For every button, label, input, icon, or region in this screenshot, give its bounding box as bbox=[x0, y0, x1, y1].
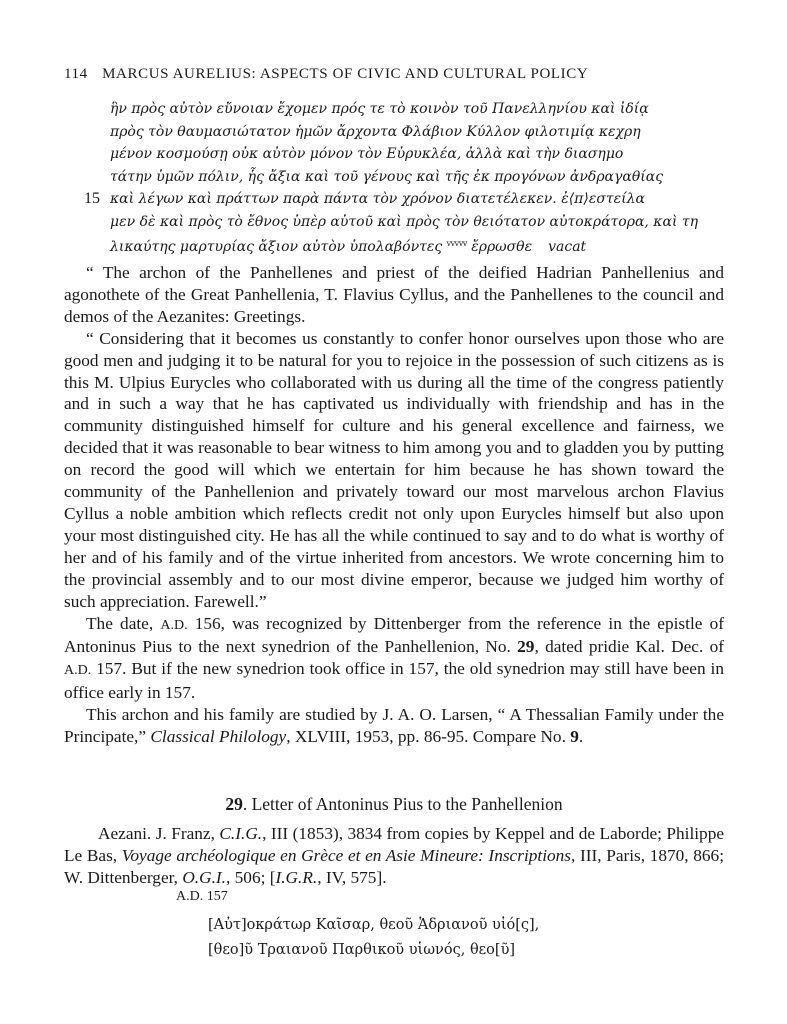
inscription-line: [θεο]ῦ Τραιανοῦ Παρθικοῦ υἱωνός, θεο[ῦ] bbox=[208, 942, 516, 958]
greek-line bbox=[64, 211, 724, 234]
greek-line-text: πρὸς τὸν θαυμασιώτατον ἡμῶν ἄρχοντα Φλάβιον Κύλλον φιλοτιμίᾳ κεχρη bbox=[110, 123, 641, 140]
commentary-paragraph bbox=[64, 613, 724, 705]
greek-line bbox=[64, 143, 724, 166]
greek-line-text: τάτην ὑμῶν πόλιν, ἧς ἄξια καὶ τοῦ γένους καὶ τῆς ἐκ προγόνων ἀνδραγαθίας bbox=[110, 168, 664, 185]
translation-and-commentary bbox=[64, 262, 724, 748]
greek-line-text: καὶ λέγων καὶ πράττων παρὰ πάντα τὸν χρόνον διατετέλεκεν. ἐ⟨π⟩εστείλα bbox=[110, 191, 645, 207]
text-run: This archon and his family are studied by J. A. O. Larsen, “ A Thessalian Family under the Principate,” bbox=[64, 705, 724, 747]
greek-line bbox=[64, 98, 724, 121]
text-run: Aezani. J. Franz, bbox=[98, 824, 220, 843]
page-number: 114 bbox=[64, 66, 88, 82]
section-number: 29 bbox=[225, 794, 243, 814]
line-number: 15 bbox=[84, 190, 100, 207]
translation-paragraph: “ The archon of the Panhellenes and priest of the deified Hadrian Panhellenius and agonothete of the Great Panhellenia, T. Flavius Cyllus, and the Panhellenes to the council and demos of the Aezanites: Greetings. bbox=[64, 263, 724, 326]
citation-title: I.G.R. bbox=[275, 868, 318, 887]
greek-line-text: λικαύτης μαρτυρίας ἄξιον αὐτὸν ὑπολαβόντες bbox=[110, 239, 443, 255]
citation-title: C.I.G. bbox=[219, 824, 263, 843]
greek-line bbox=[64, 233, 724, 256]
bibliography-paragraph bbox=[64, 823, 724, 889]
text-run: . bbox=[578, 727, 584, 747]
text-run: , III, Paris, 1870, 866; W. Dittenberger, bbox=[64, 846, 724, 887]
journal-title: Classical Philology bbox=[150, 727, 287, 747]
inscription-text bbox=[208, 913, 539, 963]
text-run: , dated pridie Kal. Dec. of bbox=[534, 637, 724, 657]
vacat-label: vacat bbox=[548, 239, 587, 255]
text-run: 156, was recognized by Dittenberger from the reference in the epistle of Antoninus Pius to the next synedrion of the Panhellenion, No. bbox=[64, 613, 724, 657]
citation-title: Voyage archéologique en Grèce et en Asie Mineure: Inscriptions bbox=[121, 846, 572, 865]
vacat-marks: vvvvv bbox=[446, 239, 467, 248]
citation-title: O.G.I. bbox=[182, 868, 227, 887]
text-run: , IV, 575]. bbox=[317, 868, 387, 887]
text-run: , 506; [ bbox=[226, 868, 276, 887]
greek-text-block bbox=[64, 98, 724, 256]
text-run: , III (1853), 3834 from copies by Keppel and de Laborde; Philippe Le Bas, bbox=[64, 824, 725, 865]
running-title: MARCUS AURELIUS: ASPECTS OF CIVIC AND CULTURAL POLICY bbox=[102, 66, 589, 82]
cross-reference-number: 9 bbox=[570, 727, 579, 747]
text-run: The date, bbox=[86, 613, 161, 633]
cross-reference-number: 29 bbox=[517, 637, 535, 657]
text-run: 157. But if the new synedrion took office in 157, the old synedrion may still have been in office early in 157. bbox=[64, 659, 724, 703]
bibliography bbox=[64, 823, 724, 889]
greek-line-text: μεν δὲ καὶ πρὸς τὸ ἔθνος ὑπὲρ αὐτοῦ καὶ πρὸς τὸν θειότατον αὐτοκράτορα, καὶ τη bbox=[110, 213, 699, 230]
greek-line-text: μένον κοσμούσῃ οὐκ αὐτὸν μόνον τὸν Εὐρυκλέα, ἀλλὰ καὶ τὴν διασημο bbox=[110, 146, 624, 162]
section-heading bbox=[64, 794, 724, 815]
greek-line bbox=[64, 188, 724, 211]
greek-line-text: ἣν πρὸς αὐτὸν εὔνοιαν ἔχομεν πρός τε τὸ κοινὸν τοῦ Πανελληνίου καὶ ἰδίᾳ bbox=[110, 101, 649, 117]
section-title: . Letter of Antoninus Pius to the Panhellenion bbox=[242, 794, 563, 814]
commentary-paragraph bbox=[64, 704, 724, 748]
translation-paragraph: “ Considering that it becomes us constantly to confer honor ourselves upon those who are good men and judging it to be natural for you to rejoice in the possession of such citizens as is this M. Ulpius Eurycles who collaborated with us during all the time of the congress patiently and in such a way that he has captivated us individually with friendship and has in the community distinguished himself for culture and his general excellence and fairness, we decided that it was reasonable to bear witness to him among you and to gladden you by putting on record the good will which we entertain for him because he has shown toward the community of the Panhellenion and privately toward our most marvelous archon Flavius Cyllus a noble ambition which reflects credit not only upon Eurycles himself but also upon your most distinguished city. He has all the while continued to say and to do what is worthy of her and of his family and of the virtue inherited from ancestors. We wrote concerning him to the provincial assembly and to our most divine emperor, because we judged him worthy of such appreciation. Farewell.” bbox=[64, 328, 724, 611]
greek-line-last bbox=[110, 233, 586, 259]
greek-farewell: ἔρρωσθε bbox=[471, 239, 533, 255]
running-header bbox=[64, 66, 724, 83]
greek-line bbox=[64, 166, 724, 189]
inscription-line: [Αὐτ]οκράτωρ Καῖσαρ, θεοῦ Ἁδριανοῦ υἱό[ς], bbox=[208, 917, 540, 933]
era-abbrev: A.D. bbox=[64, 663, 92, 679]
era-abbrev: A.D. bbox=[160, 617, 188, 633]
inscription-date: A.D. 157 bbox=[176, 889, 228, 904]
greek-line bbox=[64, 121, 724, 144]
text-run: , XLVIII, 1953, pp. 86-95. Compare No. bbox=[286, 727, 571, 747]
